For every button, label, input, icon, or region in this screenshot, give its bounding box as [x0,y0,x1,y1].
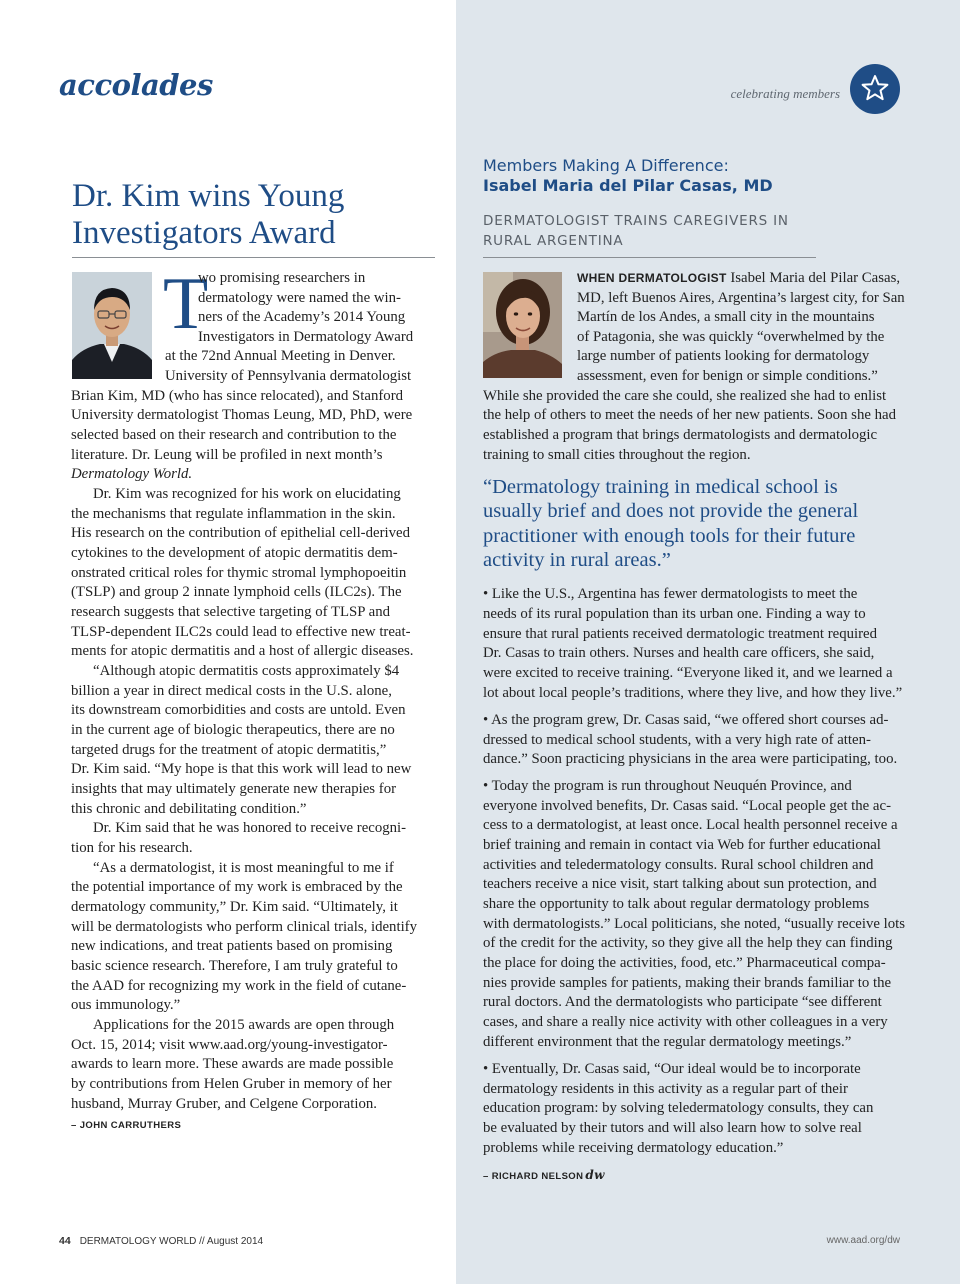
body-line: in the current age of biologic therapeutics, there are no [71,722,395,738]
body-line: Brian Kim, MD (who has since relocated), and Stanford [71,388,404,404]
body-line: dermatology community,” Dr. Kim said. “Ultimately, it [71,899,398,915]
body-line: husband, Murray Gruber, and Celgene Corporation. [71,1096,377,1112]
badge [850,64,900,114]
bullet-line: dressed to medical school students, with a very high rate of atten- [483,732,871,748]
bullet-line: share the opportunity to talk about regular dermatology problems [483,896,870,912]
bullet-line: were excited to receive training. “Everyone liked it, and we learned a [483,665,893,681]
body-line: “Although atopic dermatitis costs approximately $4 [93,663,400,679]
body-line: new indications, and treat patients based on promising [71,938,393,954]
section-label: accolades [59,68,213,102]
pull-quote-line: usually brief and does not provide the general [483,500,859,522]
body-line: TLSP-dependent ILC2s could lead to effective new treat- [71,624,411,640]
body-line: Applications for the 2015 awards are open through [93,1017,395,1033]
body-line: this chronic and debilitating condition.” [71,801,307,817]
bullet-line: problems while receiving dermatology education.” [483,1140,784,1156]
body-line: His research on the contribution of epithelial cell-derived [71,525,410,541]
column-kicker: Members Making A Difference: [483,156,729,175]
body-line: Investigators in Dermatology Award [198,329,414,345]
star-icon [860,73,890,103]
body-line: assessment, even for benign or simple conditions.” [577,368,878,384]
bullet-line: needs of its rural population than its urban one. Finding a way to [483,606,866,622]
body-line: Oct. 15, 2014; visit www.aad.org/young-investigator- [71,1037,388,1053]
body-line: large number of patients looking for dermatology [577,348,870,364]
footer-url[interactable]: www.aad.org/dw [826,1235,900,1246]
bullet-line: with dermatologists.” Local politicians, she noted, “usually receive lots [483,916,906,932]
bullet-line: ensure that rural patients received dermatologic treatment required [483,626,877,642]
body-line: training to small cities throughout the region. [483,447,751,463]
bullet-line: dance.” Soon practicing physicians in the area were participating, too. [483,751,898,767]
publication-line: DERMATOLOGY WORLD // August 2014 [79,1236,264,1247]
body-line: dermatology were named the win- [198,290,401,306]
body-line: University of Pennsylvania dermatologist [165,368,412,384]
byline-text: – RICHARD NELSON [483,1171,584,1182]
photo-isabel-casas [483,272,562,378]
body-line: the AAD for recognizing my work in the field of cutane- [71,978,407,994]
byline-right [483,1168,605,1182]
bullet-line: Dr. Casas to train others. Nurses and health care officers, she said, [483,645,875,661]
bullet-line: teachers receive a nice visit, start talking about sun protection, and [483,876,877,892]
body-line: basic science research. Therefore, I am truly grateful to [71,958,398,974]
body-line: research suggests that selective targeting of TLSP and [71,604,391,620]
footer-publication [59,1235,263,1247]
body-line: “As a dermatologist, it is most meaningful to me if [93,860,394,876]
body-line: Dr. Kim was recognized for his work on elucidating [93,486,401,502]
tagline: celebrating members [730,86,840,101]
body-line: (TSLP) and group 2 innate lymphoid cells (ILC2s). The [71,584,402,600]
body-line: Martín de los Andes, a small city in the mountains [577,309,875,325]
column-subject-name: Isabel Maria del Pilar Casas, MD [483,176,773,195]
article-subhead: DERMATOLOGIST TRAINS CAREGIVERS IN RURAL ARGENTINA [483,213,789,249]
body-line: by contributions from Helen Gruber in memory of her [71,1076,392,1092]
bullet-line: • Eventually, Dr. Casas said, “Our ideal would be to incorporate [483,1061,861,1077]
byline-left: – JOHN CARRUTHERS [71,1120,182,1131]
bullet-line: different environment that the regular dermatology meetings.” [483,1034,852,1050]
bullet-line: rural doctors. And the dermatologists who participate “see different [483,994,882,1010]
photo-brian-kim [72,272,152,379]
body-line: awards to learn more. These awards are made possible [71,1056,394,1072]
body-line: Dr. Kim said. “My hope is that this work will lead to new [71,761,412,777]
bullet-line: cases, and share a really nice activity with other colleagues in a very [483,1014,888,1030]
body-line: established a program that brings dermatologists and dermatologic [483,427,878,443]
drop-cap: T [163,263,209,345]
bullet-line: • As the program grew, Dr. Casas said, “we offered short courses ad- [483,712,889,728]
body-line: its downstream comorbidities and costs are untold. Even [71,702,406,718]
body-line: While she provided the care she could, she realized she had to enlist [483,388,887,404]
page-number: 44 [59,1235,71,1247]
body-line: ments for atopic dermatitis and a host of allergic diseases. [71,643,414,659]
divider [72,257,435,258]
body-line: MD, left Buenos Aires, Argentina’s largest city, for San [577,290,905,306]
bullet-line: education program: by solving teledermatology consults, they can [483,1100,874,1116]
divider [483,257,816,258]
pull-quote-line: “Dermatology training in medical school is [483,476,838,498]
body-line: will be dermatologists who perform clinical trials, identify [71,919,418,935]
bullet-line: • Today the program is run throughout Neuquén Province, and [483,778,852,794]
dw-signoff: dw [585,1168,605,1182]
body-line: targeted drugs for the treatment of atopic dermatitis,” [71,742,387,758]
body-line: the mechanisms that regulate inflammation in the skin. [71,506,396,522]
body-line: wo promising researchers in [198,270,366,286]
body-line: literature. Dr. Leung will be profiled in next month’s [71,447,383,463]
bullet-line: of the credit for the activity, so they give all the help they can finding [483,935,893,951]
body-line: the help of others to meet the needs of her new patients. Soon she had [483,407,896,423]
bullet-line: lot about local people’s traditions, where they live, and how they live.” [483,685,903,701]
body-line: of Patagonia, she was quickly “overwhelmed by the [577,329,885,345]
publication-name: Dermatology World. [71,466,193,482]
body-line [577,268,900,288]
lead-in: WHEN DERMATOLOGIST [577,271,727,285]
bullet-line: activities and teledermatology consults. Rural school children and [483,857,874,873]
bullet-line: nies provide samples for patients, making their brands familiar to the [483,975,892,991]
bullet-line: the place for doing the activities, food, etc.” Pharmaceutical compa- [483,955,886,971]
body-line: tion for his research. [71,840,193,856]
body-line: ners of the Academy’s 2014 Young [198,309,406,325]
body-line: selected based on their research and contribution to the [71,427,397,443]
bullet-line: • Like the U.S., Argentina has fewer dermatologists to meet the [483,586,858,602]
body-line: billion a year in direct medical costs in the U.S. alone, [71,683,392,699]
body-line: onstrated critical roles for thymic stromal lymphopoeitin [71,565,407,581]
body-line: Dr. Kim said that he was honored to receive recogni- [93,820,407,836]
pull-quote-line: practitioner with enough tools for their future [483,525,856,547]
bullet-line: be evaluated by their tutors and will also learn how to solve real [483,1120,862,1136]
body-line: insights that may ultimately generate new therapies for [71,781,397,797]
bullet-line: everyone involved benefits, Dr. Casas said. “Local people get the ac- [483,798,891,814]
body-line: University dermatologist Thomas Leung, MD, PhD, were [71,407,413,423]
bullet-line: dermatology residents in this activity as a regular part of their [483,1081,848,1097]
bullet-line: brief training and remain in contact via Web for further educational [483,837,881,853]
body-line: ous immunology.” [71,997,181,1013]
pull-quote-line: activity in rural areas.” [483,549,671,571]
body-line: cytokines to the development of atopic dermatitis dem- [71,545,398,561]
body-line-text: Isabel Maria del Pilar Casas, [730,270,901,286]
article-headline: Dr. Kim wins Young Investigators Award [72,178,345,251]
body-line: the potential importance of my work is embraced by the [71,879,403,895]
body-line: at the 72nd Annual Meeting in Denver. [165,348,396,364]
bullet-line: cess to a dermatologist, at least once. Local health personnel receive a [483,817,898,833]
